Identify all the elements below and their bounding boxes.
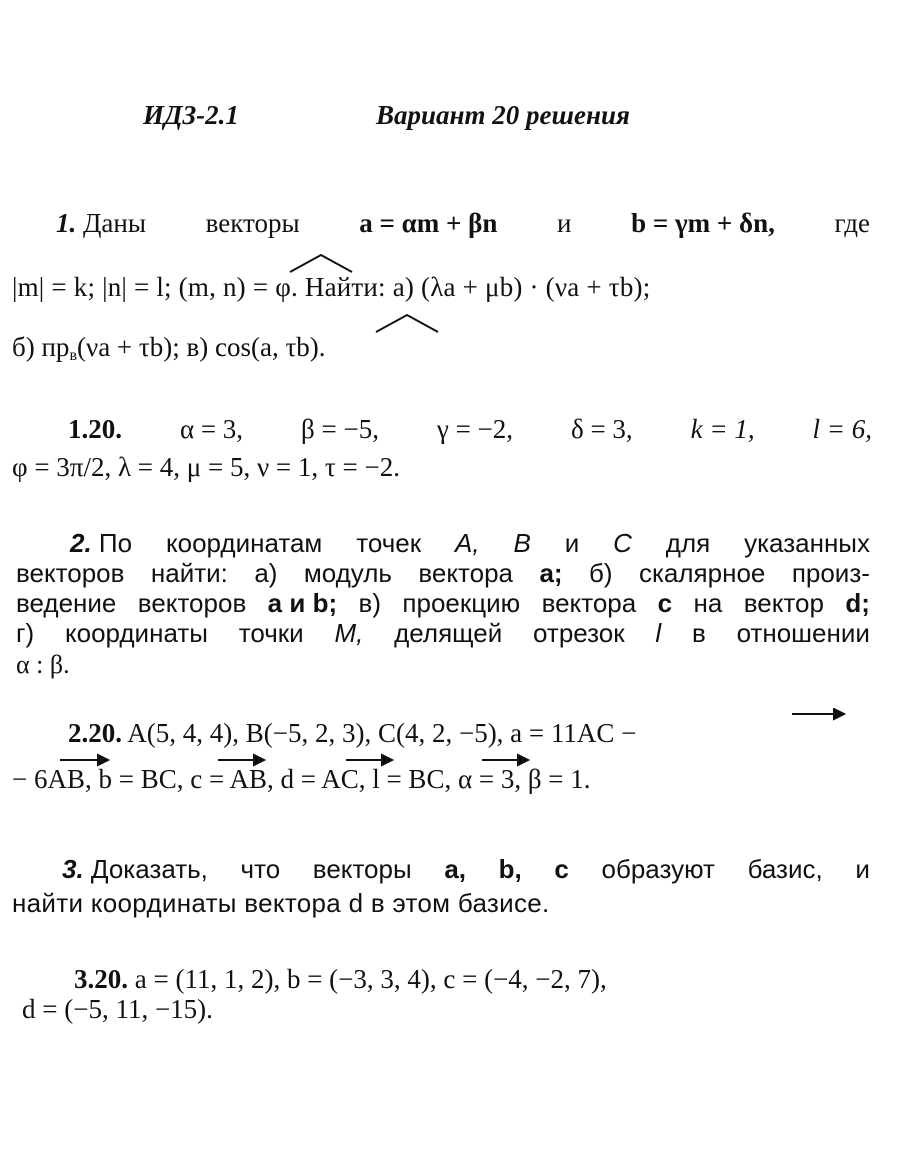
- angle-arc-mn: [286, 252, 356, 274]
- task-1-number: 1.: [56, 208, 77, 238]
- variant-1-20-number: 1.20.: [68, 414, 122, 444]
- task-2-line-1: 2. По координатам точек A, B и C для указанных: [70, 528, 870, 558]
- task-1-line-1: 1. Даны векторы a = αm + βn и b = γm + δn, где: [56, 208, 870, 238]
- variant-2-20-number: 2.20.: [68, 718, 122, 748]
- task-2-line-3: ведение векторов a и b; в) проекцию вектора c на вектор d;: [16, 588, 870, 618]
- task-3-data-line-2: d = (−5, 11, −15).: [22, 994, 213, 1024]
- worksheet-title: ИДЗ-2.1: [143, 100, 239, 130]
- task-2-line-2: векторов найти: а) модуль вектора a; б) скалярное произ-: [16, 558, 870, 588]
- vector-arrows: [12, 708, 872, 788]
- task-3-line-1: 3. Доказать, что векторы a, b, c образуют базис, и: [62, 854, 870, 884]
- task-2-data-line-2: − 6AB, b = BC, c = AB, d = AC, l = BC, α = 3, β = 1.: [12, 764, 591, 794]
- task-2-line-4: г) координаты точки M, делящей отрезок l в отношении: [16, 618, 870, 648]
- task-3-line-2: найти координаты вектора d в этом базисе.: [12, 888, 550, 918]
- task-1-parameters-line-1: 1.20. α = 3, β = −5, γ = −2, δ = 3, k = 1, l = 6,: [68, 414, 872, 444]
- task-3-number: 3.: [62, 854, 84, 884]
- angle-arc-a-tb: [372, 312, 442, 334]
- task-1-parameters-line-2: φ = 3π/2, λ = 4, μ = 5, ν = 1, τ = −2.: [12, 452, 400, 482]
- variant-3-20-number: 3.20.: [74, 964, 128, 994]
- task-2-number: 2.: [70, 528, 92, 558]
- task-3-data-line-1: 3.20. a = (11, 1, 2), b = (−3, 3, 4), c = (−4, −2, 7),: [74, 964, 607, 994]
- task-1-line-3: б) $пр_в(\nu a + \tau b)$; в) cos(a, τb).: [12, 332, 326, 364]
- task-2-data-line-1: 2.20. A(5, 4, 4), B(−5, 2, 3), C(4, 2, −5), a = 11AC −: [68, 718, 637, 748]
- task-2-line-5: α : β.: [16, 650, 70, 679]
- variant-label: Вариант 20 решения: [376, 100, 630, 130]
- task-1-line-2: |m| = k; |n| = l; (m, n) = φ. Найти: а) (λa + μb) · (νa + τb);: [12, 272, 651, 302]
